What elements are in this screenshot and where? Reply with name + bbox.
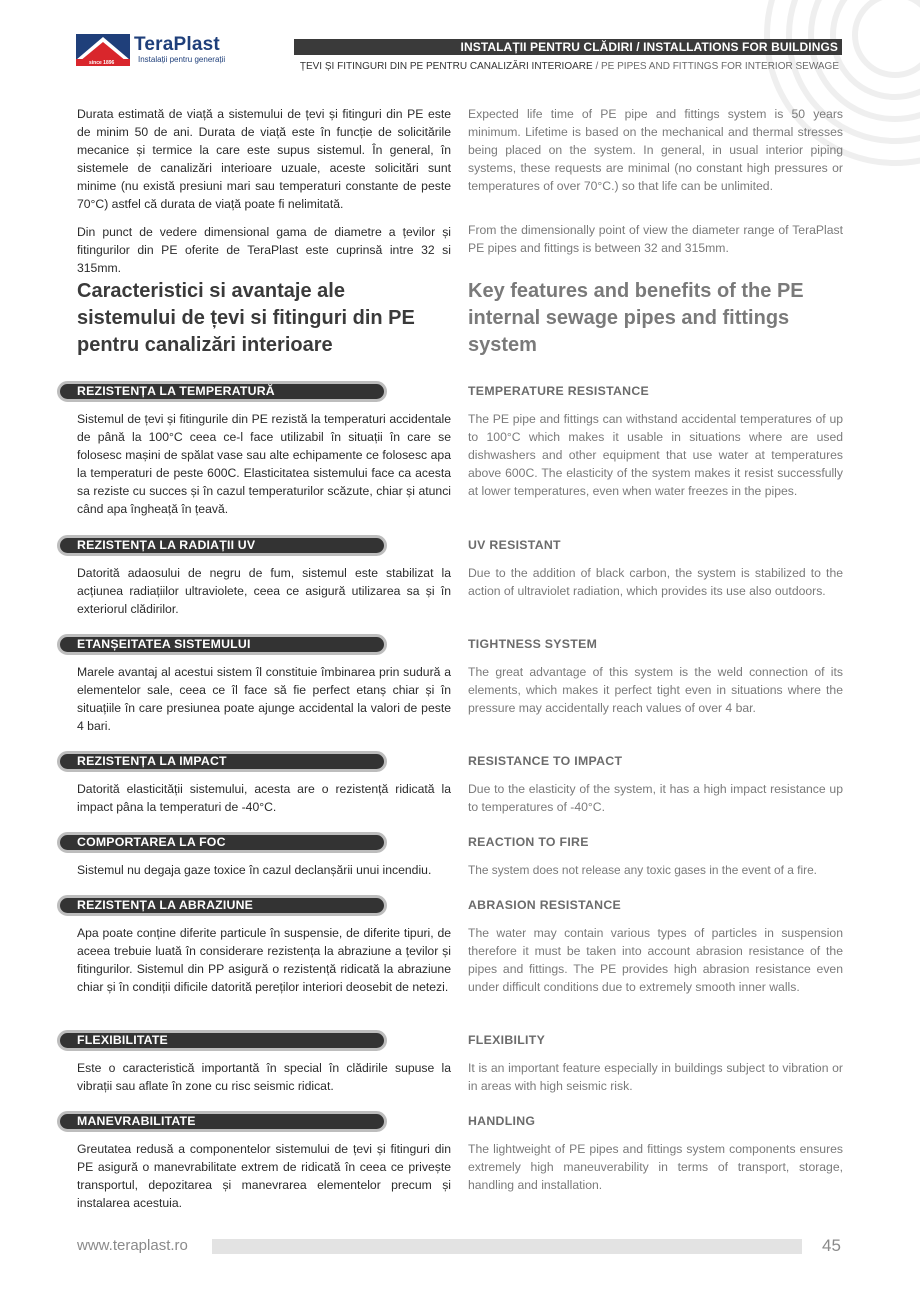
- header-subtitle: [300, 61, 839, 72]
- logo-name: TeraPlast: [134, 34, 220, 55]
- en-section-title-tightness: TIGHTNESS SYSTEM: [468, 637, 598, 651]
- ro-section-title-handling: MANEVRABILITATE: [57, 1111, 387, 1132]
- ro-section-title-impact: REZISTENȚA LA IMPACT: [57, 751, 387, 772]
- en-section-title-abrasion: ABRASION RESISTANCE: [468, 898, 622, 912]
- page-number: 45: [822, 1236, 841, 1255]
- en-section-text-fire: The system does not release any toxic gases in the event of a fire.: [468, 863, 817, 877]
- en-section-title-uv: UV RESISTANT: [468, 538, 561, 552]
- ro-section-text-temperature: Sistemul de țevi și fitingurile din PE rezistă la temperaturi accidentale de până la 100°C ceea ce-l face utilizabil în situații în care se folosesc mașini de spălat vase sau alte echipamente ce folosesc apa la temperaturi de peste 600C. Elasticitatea sistemului face ca acesta sa reziste cu succes și în cazul temperaturilor scăzute, chiar și atunci când apa îngheață în țeavă.: [77, 412, 451, 516]
- en-section-text-handling: The lightweight of PE pipes and fittings system components ensures extremely high maneuverability in terms of transport, storage, handling and installation.: [468, 1142, 843, 1192]
- ro-section-text-handling: Greutatea redusă a componentelor sistemului de țevi și fitinguri din PE asigură o manevrabilitate extrem de ridicată în ceea ce privește transportul, depozitarea și manevrarea elementelor precum și instalarea acestuia.: [77, 1142, 451, 1210]
- ro-section-title-tightness: ETANȘEITATEA SISTEMULUI: [57, 634, 387, 655]
- header-subtitle-ro: ȚEVI ȘI FITINGURI DIN PE PENTRU CANALIZĂRI INTERIOARE: [299, 61, 593, 72]
- en-intro-paragraph-1: Expected life time of PE pipe and fittings system is 50 years minimum. Lifetime is based on the mechanical and thermal stresses being placed on the system. In general, in usual interior piping systems, these requests are minimal (no constant high pressures or temperatures of over 70°C.) so that life can be unlimited.: [468, 107, 843, 193]
- ro-section-title-uv: REZISTENȚA LA RADIAȚII UV: [57, 535, 387, 556]
- ro-intro-paragraph-2: Din punct de vedere dimensional gama de diametre a țevilor și fitingurilor din PE oferite de TeraPlast este cuprinsă intre 32 si 315mm.: [77, 225, 451, 275]
- footer-website-link[interactable]: www.teraplast.ro: [77, 1237, 188, 1254]
- en-section-title-impact: RESISTANCE TO IMPACT: [468, 754, 623, 768]
- ro-section-text-fire: Sistemul nu degaja gaze toxice în cazul declanșării unui incendiu.: [77, 863, 432, 877]
- ro-section-title-temperature: REZISTENȚA LA TEMPERATURĂ: [57, 381, 387, 402]
- en-section-heading: Key features and benefits of the PE internal sewage pipes and fittings system: [468, 280, 804, 356]
- en-section-text-flexibility: It is an important feature especially in buildings subject to vibration or in areas with high seismic risk.: [468, 1061, 843, 1093]
- ro-section-title-flexibility: FLEXIBILITATE: [57, 1030, 387, 1051]
- ro-intro-paragraph-1: Durata estimată de viață a sistemului de țevi și fitinguri din PE este de minim 50 de ani. Durata de viață este în funcție de solicitările mecanice și termice la care este supus sistemul. În general, în sistemele de canalizări interioare uzuale, aceste solicitări sunt minime (nu există presiuni mari sau temperaturi constante de peste 70°C) astfel că durata de viață poate fi nelimitată.: [77, 107, 451, 211]
- en-section-title-temperature: TEMPERATURE RESISTANCE: [468, 384, 650, 398]
- footer-divider-bar: [212, 1239, 802, 1254]
- en-section-text-abrasion: The water may contain various types of particles in suspension therefore it must be taken into account abrasion resistance of the pipes and fittings. The PE provides high abrasion resistance even under difficult conditions due to extremely smooth inner walls.: [468, 926, 843, 994]
- en-section-text-impact: Due to the elasticity of the system, it has a high impact resistance up to temperatures of -40°C.: [468, 782, 843, 814]
- logo-tagline: Instalații pentru generații: [138, 55, 226, 64]
- en-section-text-tightness: The great advantage of this system is the weld connection of its elements, which makes it perfect tight even in situations where the pressure may accidentally reach values of over 4 bar.: [468, 665, 843, 715]
- ro-section-heading: Caracteristici si avantaje ale sistemului de țevi si fitinguri din PE pentru canalizări interioare: [77, 280, 415, 356]
- logo-since: since 1896: [89, 60, 115, 66]
- ro-section-text-abrasion: Apa poate conține diferite particule în suspensie, de diferite tipuri, de aceea trebuie luată în considerare rezistența la abraziune a țevilor și fitingurilor. Sistemul din PP asigură o rezistență ridicată la abraziune chiar și în condiții dificile datorită pereților interiori deosebit de netezi.: [77, 926, 451, 994]
- en-section-title-fire: REACTION TO FIRE: [468, 835, 589, 849]
- ro-section-text-uv: Datorită adaosului de negru de fum, sistemul este stabilizat la acțiunea radiațiilor ultraviolete, ceea ce asigură utilizarea sa și în exteriorul clădirilor.: [77, 566, 451, 616]
- ro-section-text-impact: Datorită elasticității sistemului, acesta are o rezistență ridicată la impact pâna la temperaturi de -40°C.: [77, 782, 451, 814]
- en-section-title-handling: HANDLING: [468, 1114, 536, 1128]
- ro-section-text-flexibility: Este o caracteristică importantă în special în clădirile supuse la vibrații sau aflate în zone cu risc seismic ridicat.: [77, 1061, 451, 1093]
- header-subtitle-en: / PE PIPES AND FITTINGS FOR INTERIOR SEWAGE: [592, 61, 839, 72]
- en-intro-paragraph-2: From the dimensionally point of view the diameter range of TeraPlast PE pipes and fittings is between 32 and 315mm.: [468, 223, 843, 255]
- en-section-text-temperature: The PE pipe and fittings can withstand accidental temperatures of up to 100°C which makes it usable in situations where are used dishwashers and other equipment that use water at temperatures above 600C. The elasticity of the system makes it resist successfully at lower temperatures, even when water freezes in the pipes.: [468, 412, 843, 498]
- en-section-text-uv: Due to the addition of black carbon, the system is stabilized to the action of ultraviolet radiation, which provides its use also outdoors.: [468, 566, 843, 598]
- ro-section-title-fire: COMPORTAREA LA FOC: [57, 832, 387, 853]
- teraplast-logo: [76, 34, 246, 68]
- ro-section-title-abrasion: REZISTENȚA LA ABRAZIUNE: [57, 895, 387, 916]
- header-title-bar: INSTALAȚII PENTRU CLĂDIRI / INSTALLATIONS FOR BUILDINGS: [294, 39, 842, 55]
- ro-section-text-tightness: Marele avantaj al acestui sistem îl constituie îmbinarea prin sudură a elementelor sale, ceea ce îl face să fie perfect etanș chiar și în situațiile în care presiunea poate ajunge accidental la valori de peste 4 bari.: [77, 665, 451, 733]
- en-section-title-flexibility: FLEXIBILITY: [468, 1033, 546, 1047]
